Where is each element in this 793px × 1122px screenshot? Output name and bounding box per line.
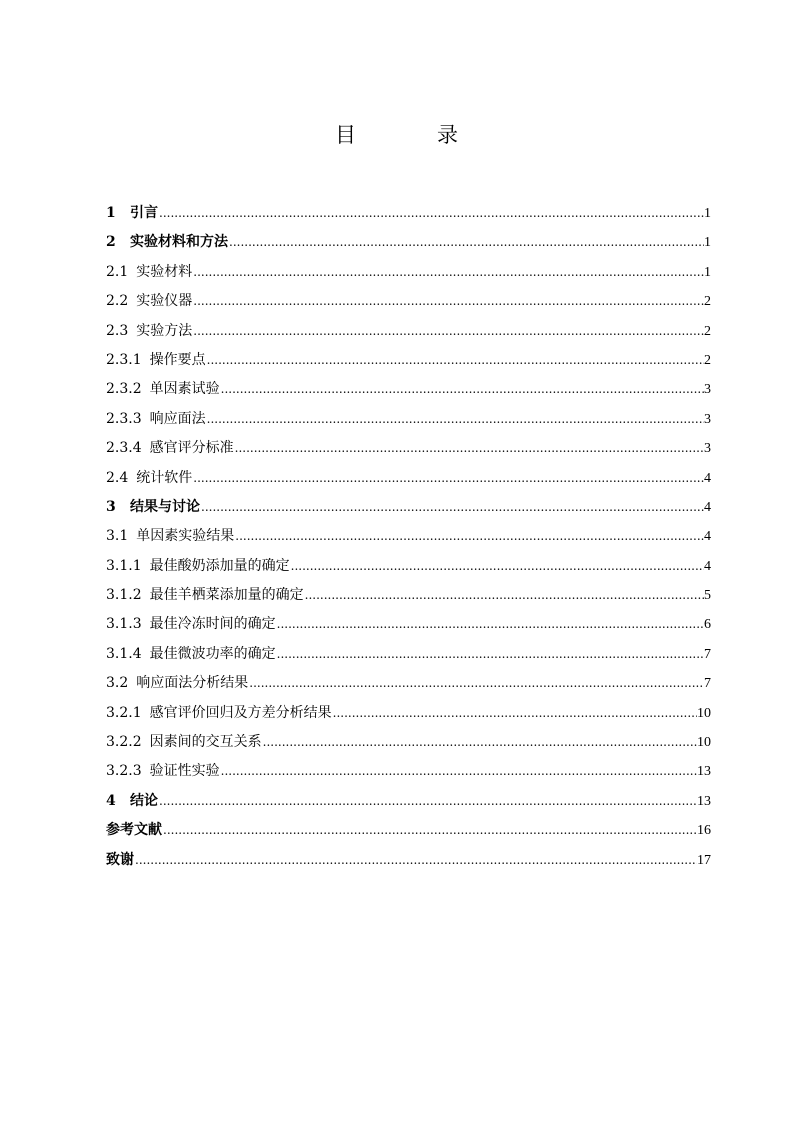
toc-entry[interactable] (106, 522, 711, 551)
toc-entry-title: 最佳微波功率的确定 (149, 645, 276, 662)
toc-entry-page-number: 1 (704, 235, 711, 251)
toc-entry-page-number: 7 (704, 676, 711, 692)
toc-entry-number: 3 (106, 498, 116, 515)
toc-entry-title: 最佳羊栖菜添加量的确定 (149, 587, 304, 604)
toc-entry[interactable] (106, 434, 711, 463)
toc-entry[interactable] (106, 699, 711, 728)
toc-entry-number: 2.3.1 (106, 351, 142, 368)
toc-entry-title: 参考文献 (106, 822, 162, 839)
toc-dot-leader (228, 228, 704, 257)
toc-entry-title: 最佳酸奶添加量的确定 (149, 557, 290, 574)
toc-dot-leader (134, 846, 697, 875)
toc-entry-number: 2.3.2 (106, 381, 142, 398)
toc-entry[interactable] (106, 317, 711, 346)
toc-dot-leader (200, 493, 704, 522)
toc-dot-leader (220, 757, 697, 786)
toc-dot-leader (304, 581, 704, 610)
toc-entry-page-number: 5 (704, 588, 711, 604)
toc-entry-number: 3.2.1 (106, 704, 142, 721)
toc-entry-number: 2.3.3 (106, 410, 142, 427)
toc-entry-title: 结果与讨论 (130, 498, 200, 515)
toc-entry-title: 单因素实验结果 (136, 528, 235, 545)
toc-entry-title: 验证性实验 (149, 763, 220, 780)
toc-dot-leader (192, 258, 704, 287)
toc-entry-number: 2.3.4 (106, 440, 142, 457)
toc-entry-page-number: 13 (697, 764, 711, 780)
toc-entry[interactable] (106, 258, 711, 287)
toc-dot-leader (220, 375, 704, 404)
toc-entry-number: 2.3 (106, 322, 129, 339)
toc-entry-number: 2 (106, 234, 116, 251)
toc-entry-number: 2.1 (106, 263, 129, 280)
toc-entry-title: 感官评分标准 (149, 440, 234, 457)
toc-entry-number: 1 (106, 205, 116, 221)
toc-dot-leader (206, 346, 704, 375)
toc-entry-page-number: 4 (704, 470, 711, 486)
toc-entry-title: 实验材料和方法 (130, 234, 228, 251)
toc-entry-page-number: 2 (704, 323, 711, 339)
toc-entry-number: 3.1.2 (106, 587, 142, 604)
toc-entry-title: 单因素试验 (149, 381, 220, 398)
toc-entry[interactable] (106, 375, 711, 404)
toc-dot-leader (262, 728, 697, 757)
toc-entry[interactable] (106, 757, 711, 786)
toc-entry[interactable] (106, 610, 711, 639)
toc-entry-title: 实验材料 (136, 263, 193, 280)
toc-entry[interactable] (106, 552, 711, 581)
toc-entry-page-number: 6 (704, 617, 711, 633)
toc-entry-title: 响应面法 (149, 410, 206, 427)
toc-entry-page-number: 1 (704, 206, 711, 221)
toc-entry-number: 2.2 (106, 293, 129, 310)
toc-entry-page-number: 2 (704, 294, 711, 310)
toc-entry[interactable] (106, 581, 711, 610)
toc-entry-number: 3.2.2 (106, 734, 142, 751)
toc-dot-leader (192, 464, 704, 493)
toc-entry[interactable] (106, 640, 711, 669)
toc-entry-title: 响应面法分析结果 (136, 675, 249, 692)
toc-entry-title: 统计软件 (136, 469, 193, 486)
toc-entry-page-number: 10 (697, 705, 711, 721)
toc-entry-number: 3.1.4 (106, 645, 142, 662)
toc-entry-title: 操作要点 (149, 351, 206, 368)
toc-entry[interactable] (106, 669, 711, 698)
toc-entry-page-number: 16 (697, 823, 711, 839)
toc-dot-leader (248, 669, 704, 698)
toc-entry-title: 实验方法 (136, 322, 193, 339)
toc-entry-page-number: 10 (697, 735, 711, 751)
toc-entry-number: 3.1 (106, 528, 129, 545)
toc-entry-number: 3.2.3 (106, 763, 142, 780)
toc-entry-page-number: 17 (697, 852, 711, 868)
toc-dot-leader (234, 434, 704, 463)
toc-dot-leader (234, 522, 704, 551)
toc-entry-page-number: 3 (704, 382, 711, 398)
toc-entry[interactable] (106, 846, 711, 875)
toc-entry-number: 2.4 (106, 469, 129, 486)
toc-entry-page-number: 13 (697, 793, 711, 809)
page-title: 目 录 (335, 123, 488, 147)
toc-entry-title: 最佳冷冻时间的确定 (149, 616, 276, 633)
toc-entry-title: 实验仪器 (136, 293, 193, 310)
toc-entry-number: 4 (106, 792, 116, 809)
toc-entry[interactable] (106, 287, 711, 316)
toc-entry[interactable] (106, 464, 711, 493)
toc-entry-title: 结论 (130, 792, 158, 809)
toc-entry[interactable] (106, 405, 711, 434)
toc-dot-leader (276, 610, 704, 639)
toc-dot-leader (192, 317, 704, 346)
toc-dot-leader (290, 552, 704, 581)
toc-entry-title: 引言 (130, 205, 158, 221)
toc-entry-title: 感官评价回归及方差分析结果 (149, 704, 332, 721)
toc-entry-page-number: 1 (704, 264, 711, 280)
toc-entry-page-number: 7 (704, 646, 711, 662)
table-of-contents (106, 199, 711, 875)
toc-entry-page-number: 4 (704, 558, 711, 574)
toc-entry[interactable] (106, 493, 711, 522)
toc-entry-page-number: 4 (704, 529, 711, 545)
toc-entry-page-number: 3 (704, 411, 711, 427)
toc-dot-leader (162, 816, 697, 845)
toc-entry-page-number: 4 (704, 499, 711, 515)
toc-entry[interactable] (106, 816, 711, 845)
toc-dot-leader (158, 199, 704, 228)
toc-dot-leader (206, 405, 704, 434)
toc-entry[interactable] (106, 228, 711, 257)
toc-dot-leader (158, 787, 697, 816)
toc-dot-leader (332, 699, 697, 728)
toc-dot-leader (192, 287, 704, 316)
toc-entry[interactable] (106, 787, 711, 816)
toc-entry-page-number: 3 (704, 441, 711, 457)
toc-entry[interactable] (106, 199, 711, 228)
toc-entry[interactable] (106, 346, 711, 375)
toc-entry-title: 因素间的交互关系 (149, 734, 262, 751)
toc-entry-number: 3.1.3 (106, 616, 142, 633)
toc-entry-page-number: 2 (704, 352, 711, 368)
toc-entry[interactable] (106, 728, 711, 757)
toc-dot-leader (276, 640, 704, 669)
toc-entry-number: 3.1.1 (106, 557, 142, 574)
toc-entry-title: 致谢 (106, 851, 134, 868)
toc-entry-number: 3.2 (106, 675, 129, 692)
